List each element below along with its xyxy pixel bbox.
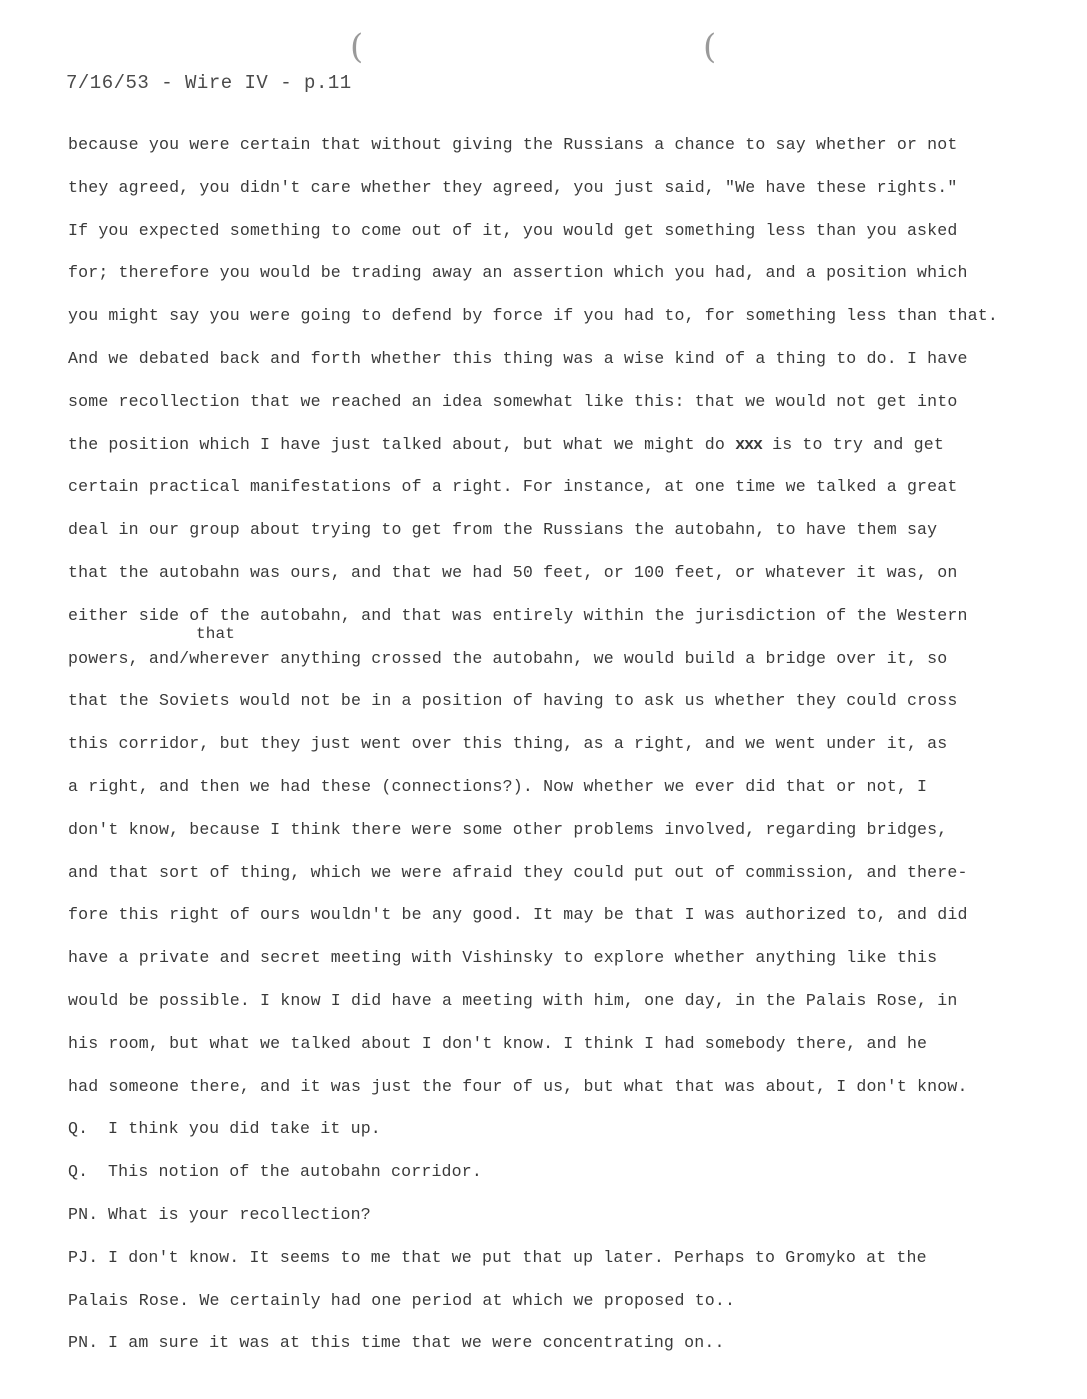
dialogue-line [68, 1329, 1048, 1372]
dialogue-text: I think you did take it up. [108, 1119, 381, 1139]
text-line: for; therefore you would be trading away an assertion which you had, and a position which [68, 263, 968, 283]
text-line: If you expected something to come out of it, you would get something less than you asked [68, 220, 958, 240]
text-line: fore this right of ours wouldn't be any good. It may be that I was authorized to, and did [68, 905, 968, 925]
text-line: that the Soviets would not be in a position of having to ask us whether they could cross [68, 691, 958, 711]
text-line: either side of the autobahn, and that was entirely within the jurisdiction of the Western [68, 605, 968, 625]
struck-out-text: xxx [735, 434, 762, 454]
dialogue-text: I don't know. It seems to me that we put that up later. Perhaps to Gromyko at the [108, 1247, 927, 1267]
text-line: because you were certain that without giving the Russians a chance to say whether or not [68, 135, 958, 154]
speaker-label: PN. [68, 1333, 99, 1353]
speaker-label: Q. [68, 1162, 89, 1182]
text-line: And we debated back and forth whether this thing was a wise kind of a thing to do. I have [68, 348, 968, 368]
line-text: powers, and/wherever anything crossed the autobahn, we would build a bridge over it, so [68, 648, 948, 668]
text-line: this corridor, but they just went over this thing, as a right, and we went under it, as [68, 734, 948, 754]
text-line: would be possible. I know I did have a meeting with him, one day, in the Palais Rose, in [68, 990, 958, 1010]
dialogue-text: This notion of the autobahn corridor. [108, 1162, 482, 1182]
dialogue-line [68, 1201, 1048, 1244]
text-line: and that sort of thing, which we were afraid they could put out of commission, and there- [68, 862, 968, 882]
dialogue-line [68, 1244, 1048, 1287]
text-line: you might say you were going to defend by force if you had to, for something less than that. [68, 306, 998, 326]
speaker-label: PJ. [68, 1247, 99, 1267]
page-header: 7/16/53 - Wire IV - p.11 [66, 72, 352, 94]
dialogue-line [68, 1115, 1048, 1158]
text-line: had someone there, and it was just the four of us, but what that was about, I don't know. [68, 1076, 968, 1096]
speaker-label: PN. [68, 1204, 99, 1224]
text-line: that the autobahn was ours, and that we had 50 feet, or 100 feet, or whatever it was, on [68, 562, 958, 582]
line-text: the position which I have just talked about, but what we might do [68, 434, 726, 454]
text-line [68, 431, 1048, 474]
text-line: his room, but what we talked about I don't know. I think I had somebody there, and he [68, 1033, 928, 1053]
punch-hole-mark-left: ( [350, 27, 364, 67]
dialogue-line [68, 1287, 1048, 1330]
interlinear-insertion: that [196, 624, 236, 643]
text-line: they agreed, you didn't care whether they agreed, you just said, "We have these rights." [68, 177, 958, 197]
text-line: have a private and secret meeting with Vishinsky to explore whether anything like this [68, 948, 938, 968]
dialogue-text: What is your recollection? [108, 1204, 371, 1224]
text-line: some recollection that we reached an idea somewhat like this: that we would not get into [68, 391, 958, 411]
transcript-body [68, 131, 1048, 1372]
text-line: a right, and then we had these (connections?). Now whether we ever did that or not, I [68, 776, 928, 796]
text-line [68, 624, 1048, 688]
line-text: is to try and get [762, 434, 944, 454]
text-line: deal in our group about trying to get from the Russians the autobahn, to have them say [68, 520, 938, 540]
dialogue-text: Palais Rose. We certainly had one period at which we proposed to.. [68, 1290, 736, 1310]
speaker-label: Q. [68, 1119, 89, 1139]
punch-hole-mark-right: ( [703, 27, 717, 67]
dialogue-text: I am sure it was at this time that we were concentrating on.. [108, 1333, 725, 1353]
dialogue-line [68, 1158, 1048, 1201]
text-line: certain practical manifestations of a right. For instance, at one time we talked a great [68, 477, 958, 497]
text-line: don't know, because I think there were some other problems involved, regarding bridges, [68, 819, 948, 839]
